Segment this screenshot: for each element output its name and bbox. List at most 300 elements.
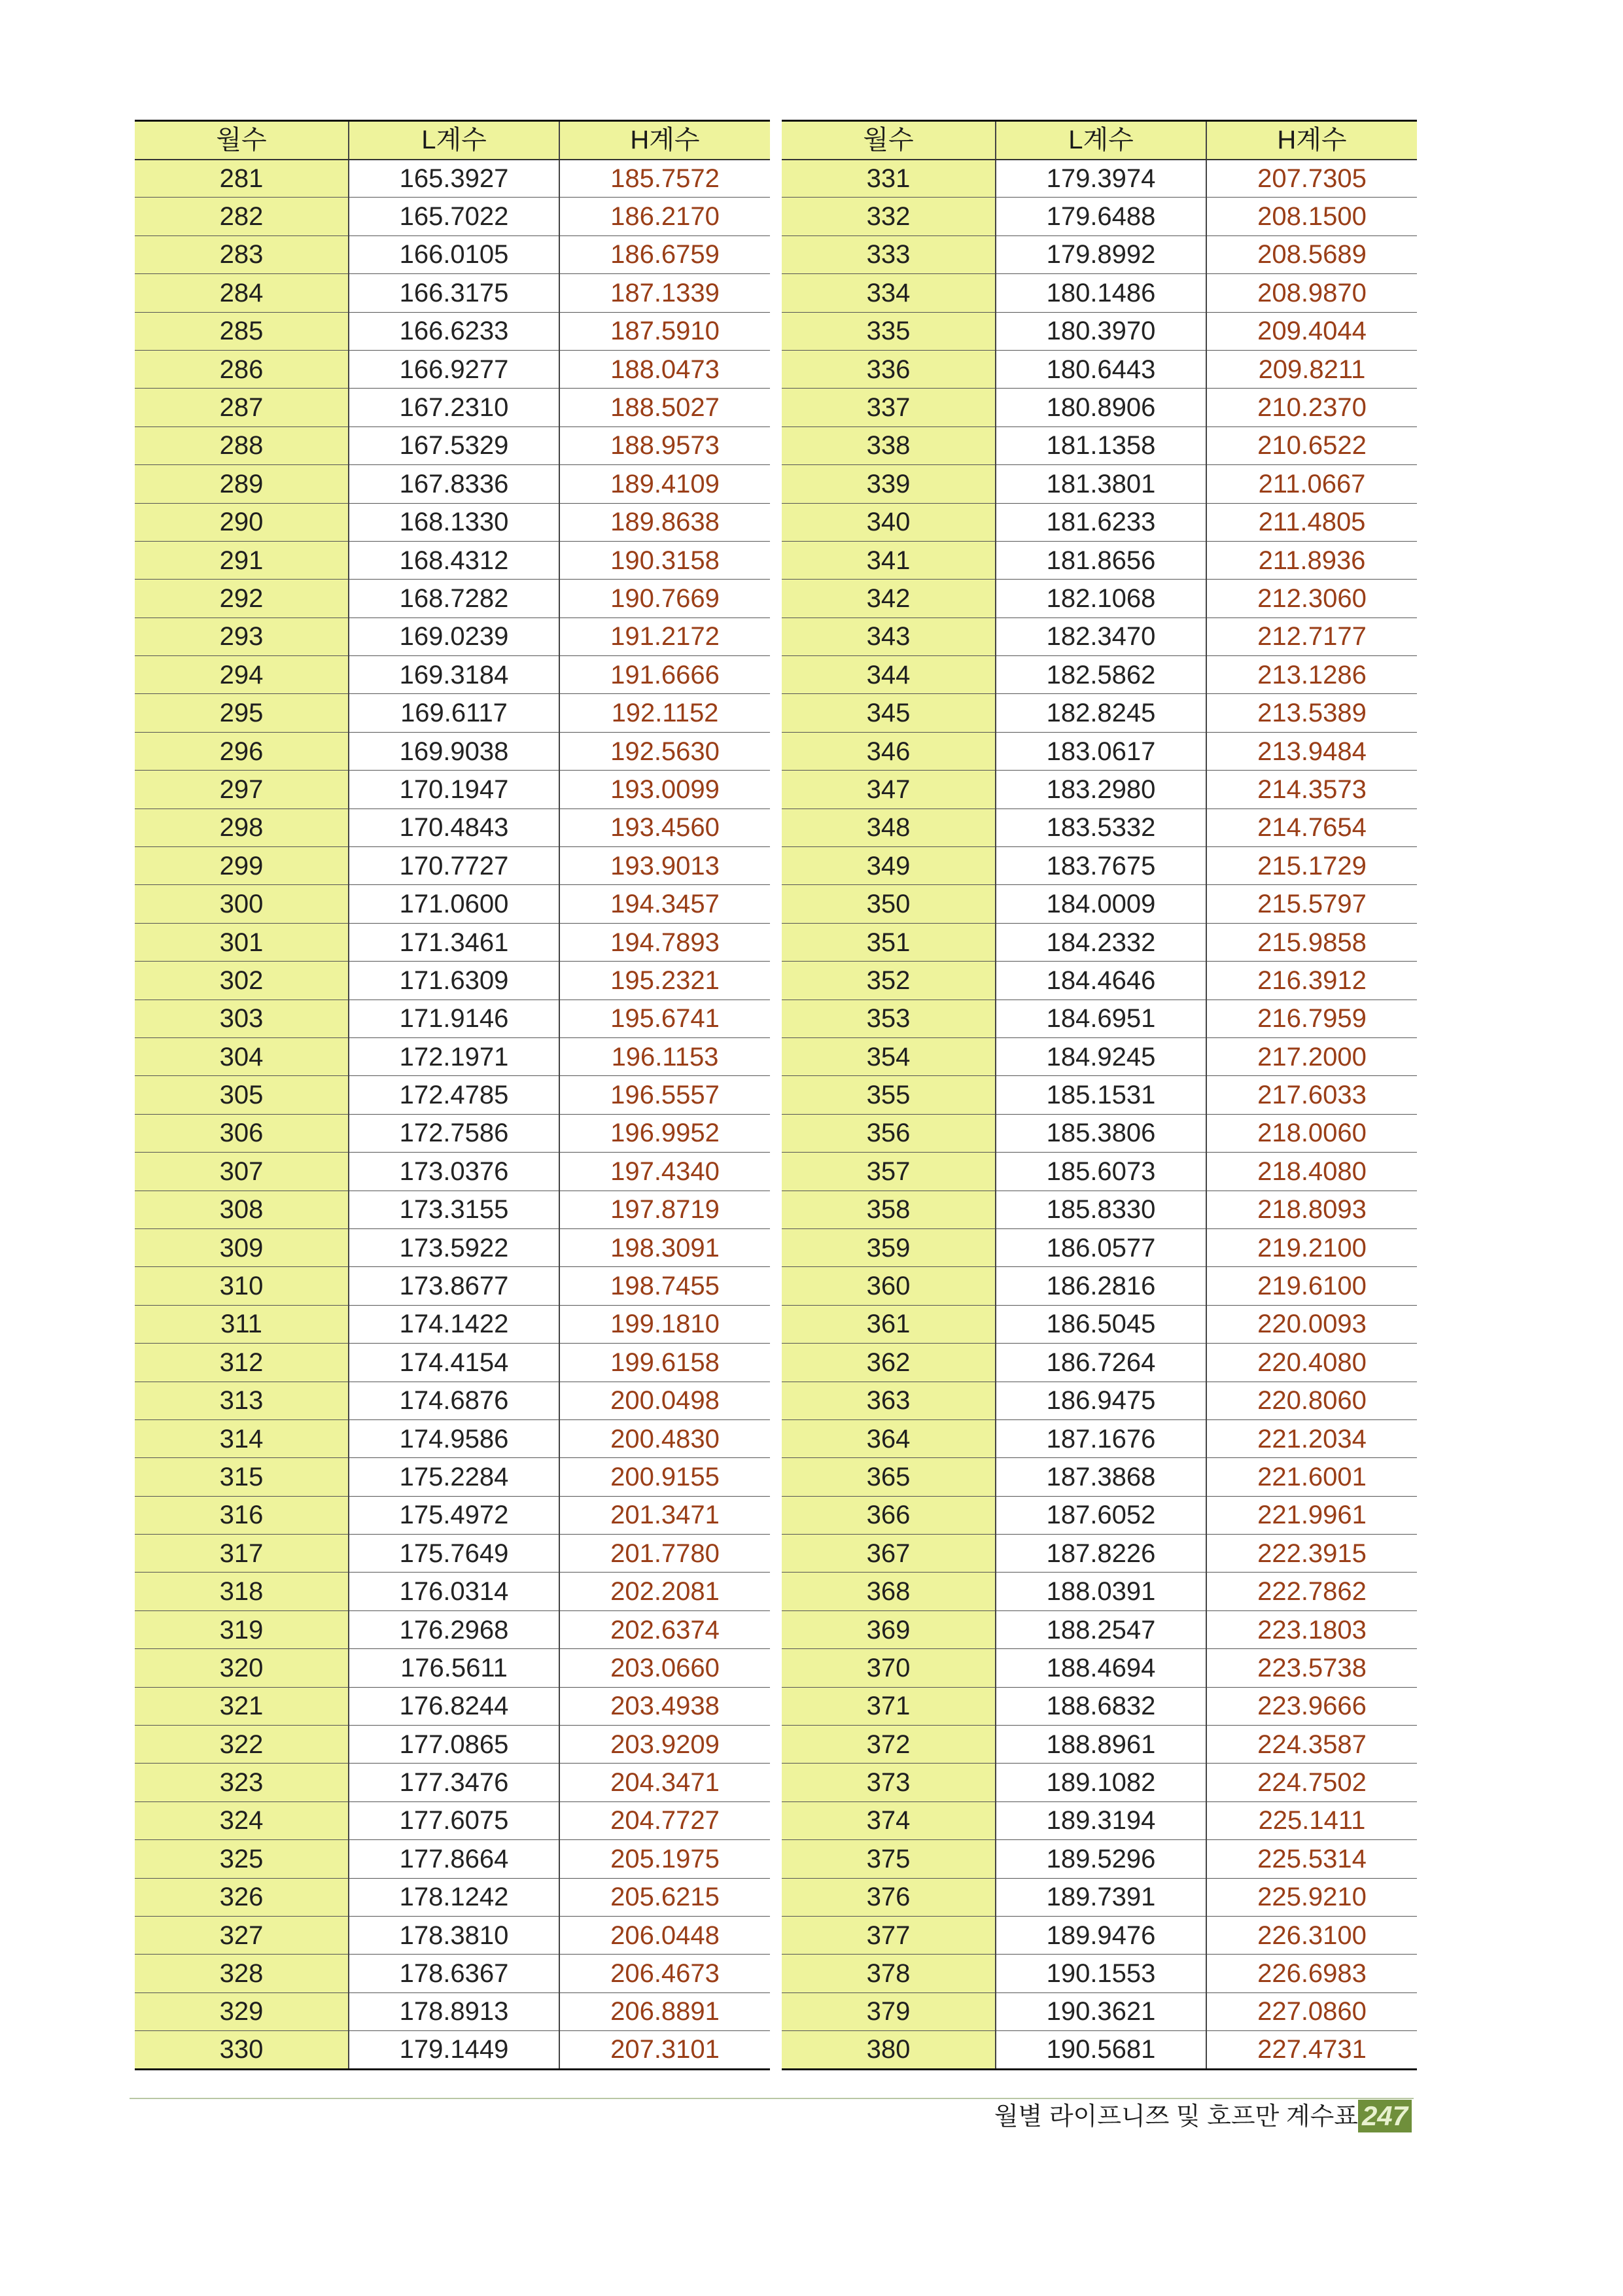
table-row (135, 771, 770, 809)
l-coefficient-cell: 181.8656 (996, 541, 1206, 579)
h-coefficient-cell: 199.6158 (559, 1344, 770, 1382)
h-coefficient-cell: 227.4731 (1206, 2031, 1417, 2069)
l-coefficient-cell: 174.6876 (349, 1382, 559, 1419)
table-row (135, 1726, 770, 1764)
column-header-month: 월수 (135, 121, 349, 160)
h-coefficient-cell: 194.7893 (559, 923, 770, 961)
l-coefficient-cell: 183.0617 (996, 732, 1206, 770)
table-row (782, 1955, 1417, 1992)
h-coefficient-cell: 189.8638 (559, 503, 770, 541)
table-row (135, 1344, 770, 1382)
l-coefficient-cell: 170.1947 (349, 771, 559, 809)
h-coefficient-cell: 203.4938 (559, 1687, 770, 1725)
table-row (782, 1687, 1417, 1725)
table-row (782, 465, 1417, 503)
h-coefficient-cell: 223.1803 (1206, 1610, 1417, 1648)
table-row (135, 1153, 770, 1191)
h-coefficient-cell: 191.2172 (559, 617, 770, 655)
l-coefficient-cell: 179.8992 (996, 235, 1206, 273)
month-cell: 359 (782, 1228, 996, 1266)
h-coefficient-cell: 200.9155 (559, 1458, 770, 1496)
month-cell: 377 (782, 1916, 996, 1954)
month-cell: 347 (782, 771, 996, 809)
l-coefficient-cell: 166.3175 (349, 274, 559, 312)
h-coefficient-cell: 225.1411 (1206, 1801, 1417, 1839)
column-header-l-coefficient: L계수 (349, 121, 559, 160)
table-row (135, 426, 770, 464)
month-cell: 313 (135, 1382, 349, 1419)
l-coefficient-cell: 169.0239 (349, 617, 559, 655)
month-cell: 346 (782, 732, 996, 770)
month-cell: 332 (782, 198, 996, 235)
l-coefficient-cell: 182.3470 (996, 617, 1206, 655)
h-coefficient-cell: 224.3587 (1206, 1726, 1417, 1764)
l-coefficient-cell: 170.4843 (349, 809, 559, 846)
l-coefficient-cell: 174.1422 (349, 1305, 559, 1343)
page-number: 247 (1358, 2100, 1412, 2132)
l-coefficient-cell: 184.4646 (996, 962, 1206, 1000)
h-coefficient-cell: 216.7959 (1206, 1000, 1417, 1037)
h-coefficient-cell: 191.6666 (559, 656, 770, 694)
month-cell: 281 (135, 160, 349, 198)
table-row (135, 885, 770, 923)
table-gap (770, 120, 782, 2072)
h-coefficient-cell: 196.9952 (559, 1114, 770, 1152)
h-coefficient-cell: 220.0093 (1206, 1305, 1417, 1343)
h-coefficient-cell: 218.0060 (1206, 1114, 1417, 1152)
table-row (135, 1878, 770, 1916)
l-coefficient-cell: 173.5922 (349, 1228, 559, 1266)
l-coefficient-cell: 184.2332 (996, 923, 1206, 961)
h-coefficient-cell: 208.1500 (1206, 198, 1417, 235)
table-row (782, 962, 1417, 1000)
l-coefficient-cell: 180.1486 (996, 274, 1206, 312)
month-cell: 321 (135, 1687, 349, 1725)
l-coefficient-cell: 188.2547 (996, 1610, 1206, 1648)
table-row (135, 1076, 770, 1114)
l-coefficient-cell: 186.5045 (996, 1305, 1206, 1343)
month-cell: 360 (782, 1267, 996, 1305)
table-row (135, 694, 770, 732)
table-row (782, 809, 1417, 846)
l-coefficient-cell: 168.1330 (349, 503, 559, 541)
l-coefficient-cell: 189.7391 (996, 1878, 1206, 1916)
table-row (782, 1382, 1417, 1419)
table-row (782, 1076, 1417, 1114)
h-coefficient-cell: 207.7305 (1206, 160, 1417, 198)
l-coefficient-cell: 166.6233 (349, 312, 559, 350)
l-coefficient-cell: 189.1082 (996, 1764, 1206, 1801)
month-cell: 365 (782, 1458, 996, 1496)
table-row (135, 1992, 770, 2030)
month-cell: 283 (135, 235, 349, 273)
table-row (782, 771, 1417, 809)
l-coefficient-cell: 173.0376 (349, 1153, 559, 1191)
table-row (782, 1153, 1417, 1191)
l-coefficient-cell: 186.9475 (996, 1382, 1206, 1419)
month-cell: 349 (782, 847, 996, 885)
table-row (135, 580, 770, 617)
table-row (782, 1535, 1417, 1573)
h-coefficient-cell: 219.2100 (1206, 1228, 1417, 1266)
l-coefficient-cell: 179.1449 (349, 2031, 559, 2069)
month-cell: 305 (135, 1076, 349, 1114)
month-cell: 309 (135, 1228, 349, 1266)
h-coefficient-cell: 210.2370 (1206, 389, 1417, 426)
table-row (135, 1649, 770, 1687)
h-coefficient-cell: 206.4673 (559, 1955, 770, 1992)
l-coefficient-cell: 180.6443 (996, 350, 1206, 388)
table-row (135, 160, 770, 198)
table-row (135, 1191, 770, 1228)
table-row (782, 426, 1417, 464)
h-coefficient-cell: 226.6983 (1206, 1955, 1417, 1992)
month-cell: 297 (135, 771, 349, 809)
month-cell: 311 (135, 1305, 349, 1343)
l-coefficient-cell: 166.9277 (349, 350, 559, 388)
h-coefficient-cell: 206.8891 (559, 1992, 770, 2030)
month-cell: 379 (782, 1992, 996, 2030)
month-cell: 344 (782, 656, 996, 694)
h-coefficient-cell: 209.8211 (1206, 350, 1417, 388)
table-row (782, 1228, 1417, 1266)
l-coefficient-cell: 170.7727 (349, 847, 559, 885)
l-coefficient-cell: 187.6052 (996, 1496, 1206, 1534)
h-coefficient-cell: 215.5797 (1206, 885, 1417, 923)
table-row (135, 1382, 770, 1419)
month-cell: 378 (782, 1955, 996, 1992)
month-cell: 290 (135, 503, 349, 541)
h-coefficient-cell: 211.4805 (1206, 503, 1417, 541)
month-cell: 324 (135, 1801, 349, 1839)
l-coefficient-cell: 185.8330 (996, 1191, 1206, 1228)
h-coefficient-cell: 221.6001 (1206, 1458, 1417, 1496)
l-coefficient-cell: 172.1971 (349, 1037, 559, 1075)
month-cell: 371 (782, 1687, 996, 1725)
table-row (135, 1000, 770, 1037)
coefficient-table-left (135, 120, 770, 2070)
l-coefficient-cell: 176.5611 (349, 1649, 559, 1687)
table-row (135, 1573, 770, 1610)
month-cell: 299 (135, 847, 349, 885)
table-row (135, 1610, 770, 1648)
table-header-row (135, 121, 770, 160)
l-coefficient-cell: 185.1531 (996, 1076, 1206, 1114)
table-row (782, 1496, 1417, 1534)
table-row (782, 885, 1417, 923)
l-coefficient-cell: 189.3194 (996, 1801, 1206, 1839)
table-row (135, 1419, 770, 1457)
h-coefficient-cell: 224.7502 (1206, 1764, 1417, 1801)
month-cell: 307 (135, 1153, 349, 1191)
h-coefficient-cell: 213.5389 (1206, 694, 1417, 732)
footer-title: 월별 라이프니쯔 및 호프만 계수표 (994, 2103, 1358, 2131)
h-coefficient-cell: 211.8936 (1206, 541, 1417, 579)
table-row (782, 656, 1417, 694)
month-cell: 314 (135, 1419, 349, 1457)
table-row (782, 1037, 1417, 1075)
table-row (135, 2031, 770, 2069)
h-coefficient-cell: 187.1339 (559, 274, 770, 312)
month-cell: 328 (135, 1955, 349, 1992)
l-coefficient-cell: 167.2310 (349, 389, 559, 426)
month-cell: 291 (135, 541, 349, 579)
l-coefficient-cell: 166.0105 (349, 235, 559, 273)
table-row (135, 350, 770, 388)
l-coefficient-cell: 183.5332 (996, 809, 1206, 846)
table-row (135, 1687, 770, 1725)
l-coefficient-cell: 179.6488 (996, 198, 1206, 235)
table-row (135, 732, 770, 770)
month-cell: 308 (135, 1191, 349, 1228)
month-cell: 362 (782, 1344, 996, 1382)
table-row (135, 198, 770, 235)
l-coefficient-cell: 185.3806 (996, 1114, 1206, 1152)
column-header-month: 월수 (782, 121, 996, 160)
month-cell: 286 (135, 350, 349, 388)
h-coefficient-cell: 209.4044 (1206, 312, 1417, 350)
month-cell: 343 (782, 617, 996, 655)
l-coefficient-cell: 171.0600 (349, 885, 559, 923)
h-coefficient-cell: 188.0473 (559, 350, 770, 388)
l-coefficient-cell: 188.8961 (996, 1726, 1206, 1764)
table-row (782, 617, 1417, 655)
h-coefficient-cell: 195.2321 (559, 962, 770, 1000)
table-row (782, 1458, 1417, 1496)
table-row (782, 694, 1417, 732)
month-cell: 298 (135, 809, 349, 846)
h-coefficient-cell: 200.4830 (559, 1419, 770, 1457)
l-coefficient-cell: 182.1068 (996, 580, 1206, 617)
table-row (782, 1419, 1417, 1457)
h-coefficient-cell: 221.9961 (1206, 1496, 1417, 1534)
h-coefficient-cell: 223.9666 (1206, 1687, 1417, 1725)
h-coefficient-cell: 186.6759 (559, 235, 770, 273)
h-coefficient-cell: 220.8060 (1206, 1382, 1417, 1419)
l-coefficient-cell: 180.3970 (996, 312, 1206, 350)
month-cell: 284 (135, 274, 349, 312)
table-row (135, 962, 770, 1000)
month-cell: 369 (782, 1610, 996, 1648)
h-coefficient-cell: 194.3457 (559, 885, 770, 923)
month-cell: 312 (135, 1344, 349, 1382)
h-coefficient-cell: 195.6741 (559, 1000, 770, 1037)
month-cell: 341 (782, 541, 996, 579)
l-coefficient-cell: 187.3868 (996, 1458, 1206, 1496)
month-cell: 354 (782, 1037, 996, 1075)
month-cell: 289 (135, 465, 349, 503)
l-coefficient-cell: 173.3155 (349, 1191, 559, 1228)
month-cell: 361 (782, 1305, 996, 1343)
month-cell: 375 (782, 1840, 996, 1878)
table-row (135, 1228, 770, 1266)
table-row (782, 1573, 1417, 1610)
l-coefficient-cell: 169.6117 (349, 694, 559, 732)
month-cell: 288 (135, 426, 349, 464)
month-cell: 363 (782, 1382, 996, 1419)
month-cell: 370 (782, 1649, 996, 1687)
l-coefficient-cell: 172.7586 (349, 1114, 559, 1152)
h-coefficient-cell: 190.3158 (559, 541, 770, 579)
l-coefficient-cell: 181.1358 (996, 426, 1206, 464)
h-coefficient-cell: 202.6374 (559, 1610, 770, 1648)
column-header-l-coefficient: L계수 (996, 121, 1206, 160)
month-cell: 323 (135, 1764, 349, 1801)
l-coefficient-cell: 171.9146 (349, 1000, 559, 1037)
h-coefficient-cell: 208.9870 (1206, 274, 1417, 312)
month-cell: 326 (135, 1878, 349, 1916)
h-coefficient-cell: 206.0448 (559, 1916, 770, 1954)
month-cell: 368 (782, 1573, 996, 1610)
table-row (782, 1267, 1417, 1305)
month-cell: 295 (135, 694, 349, 732)
h-coefficient-cell: 213.9484 (1206, 732, 1417, 770)
h-coefficient-cell: 186.2170 (559, 198, 770, 235)
month-cell: 317 (135, 1535, 349, 1573)
month-cell: 364 (782, 1419, 996, 1457)
h-coefficient-cell: 217.2000 (1206, 1037, 1417, 1075)
l-coefficient-cell: 178.8913 (349, 1992, 559, 2030)
h-coefficient-cell: 212.3060 (1206, 580, 1417, 617)
table-row (782, 1344, 1417, 1382)
month-cell: 329 (135, 1992, 349, 2030)
table-row (782, 1992, 1417, 2030)
table-row (782, 1726, 1417, 1764)
l-coefficient-cell: 165.3927 (349, 160, 559, 198)
l-coefficient-cell: 188.0391 (996, 1573, 1206, 1610)
month-cell: 325 (135, 1840, 349, 1878)
table-row (135, 1496, 770, 1534)
h-coefficient-cell: 221.2034 (1206, 1419, 1417, 1457)
h-coefficient-cell: 189.4109 (559, 465, 770, 503)
month-cell: 292 (135, 580, 349, 617)
l-coefficient-cell: 187.1676 (996, 1419, 1206, 1457)
month-cell: 376 (782, 1878, 996, 1916)
month-cell: 335 (782, 312, 996, 350)
table-row (135, 809, 770, 846)
month-cell: 304 (135, 1037, 349, 1075)
table-row (135, 847, 770, 885)
l-coefficient-cell: 181.6233 (996, 503, 1206, 541)
table-row (782, 198, 1417, 235)
l-coefficient-cell: 176.8244 (349, 1687, 559, 1725)
h-coefficient-cell: 204.7727 (559, 1801, 770, 1839)
h-coefficient-cell: 217.6033 (1206, 1076, 1417, 1114)
table-row (135, 1037, 770, 1075)
l-coefficient-cell: 167.5329 (349, 426, 559, 464)
h-coefficient-cell: 187.5910 (559, 312, 770, 350)
l-coefficient-cell: 176.2968 (349, 1610, 559, 1648)
month-cell: 338 (782, 426, 996, 464)
month-cell: 358 (782, 1191, 996, 1228)
table-row (135, 656, 770, 694)
table-row (782, 1764, 1417, 1801)
h-coefficient-cell: 225.5314 (1206, 1840, 1417, 1878)
table-row (135, 1801, 770, 1839)
table-row (135, 1458, 770, 1496)
table-row (135, 1267, 770, 1305)
month-cell: 320 (135, 1649, 349, 1687)
h-coefficient-cell: 188.5027 (559, 389, 770, 426)
l-coefficient-cell: 190.5681 (996, 2031, 1206, 2069)
h-coefficient-cell: 185.7572 (559, 160, 770, 198)
h-coefficient-cell: 203.0660 (559, 1649, 770, 1687)
h-coefficient-cell: 201.3471 (559, 1496, 770, 1534)
h-coefficient-cell: 207.3101 (559, 2031, 770, 2069)
month-cell: 355 (782, 1076, 996, 1114)
table-row (782, 389, 1417, 426)
month-cell: 301 (135, 923, 349, 961)
table-row (135, 1916, 770, 1954)
l-coefficient-cell: 167.8336 (349, 465, 559, 503)
l-coefficient-cell: 183.7675 (996, 847, 1206, 885)
table-row (782, 503, 1417, 541)
h-coefficient-cell: 196.5557 (559, 1076, 770, 1114)
month-cell: 348 (782, 809, 996, 846)
table-row (782, 1305, 1417, 1343)
table-row (135, 1114, 770, 1152)
h-coefficient-cell: 190.7669 (559, 580, 770, 617)
h-coefficient-cell: 188.9573 (559, 426, 770, 464)
l-coefficient-cell: 187.8226 (996, 1535, 1206, 1573)
table-row (782, 1000, 1417, 1037)
table-row (782, 1649, 1417, 1687)
h-coefficient-cell: 208.5689 (1206, 235, 1417, 273)
l-coefficient-cell: 169.9038 (349, 732, 559, 770)
l-coefficient-cell: 171.3461 (349, 923, 559, 961)
table-row (782, 312, 1417, 350)
month-cell: 293 (135, 617, 349, 655)
h-coefficient-cell: 212.7177 (1206, 617, 1417, 655)
month-cell: 337 (782, 389, 996, 426)
h-coefficient-cell: 193.9013 (559, 847, 770, 885)
month-cell: 300 (135, 885, 349, 923)
table-row (135, 617, 770, 655)
l-coefficient-cell: 174.4154 (349, 1344, 559, 1382)
h-coefficient-cell: 219.6100 (1206, 1267, 1417, 1305)
l-coefficient-cell: 178.1242 (349, 1878, 559, 1916)
month-cell: 373 (782, 1764, 996, 1801)
table-row (782, 1916, 1417, 1954)
month-cell: 356 (782, 1114, 996, 1152)
table-row (782, 541, 1417, 579)
table-row (782, 274, 1417, 312)
l-coefficient-cell: 180.8906 (996, 389, 1206, 426)
table-row (135, 503, 770, 541)
month-cell: 319 (135, 1610, 349, 1648)
month-cell: 294 (135, 656, 349, 694)
table-row (782, 1878, 1417, 1916)
table-row (782, 580, 1417, 617)
l-coefficient-cell: 178.6367 (349, 1955, 559, 1992)
h-coefficient-cell: 210.6522 (1206, 426, 1417, 464)
month-cell: 374 (782, 1801, 996, 1839)
table-row (135, 923, 770, 961)
l-coefficient-cell: 184.0009 (996, 885, 1206, 923)
table-row (782, 1114, 1417, 1152)
l-coefficient-cell: 171.6309 (349, 962, 559, 1000)
table-row (135, 1955, 770, 1992)
h-coefficient-cell: 218.4080 (1206, 1153, 1417, 1191)
month-cell: 330 (135, 2031, 349, 2069)
l-coefficient-cell: 173.8677 (349, 1267, 559, 1305)
month-cell: 350 (782, 885, 996, 923)
footer-divider (130, 2098, 1414, 2099)
h-coefficient-cell: 198.7455 (559, 1267, 770, 1305)
l-coefficient-cell: 181.3801 (996, 465, 1206, 503)
l-coefficient-cell: 179.3974 (996, 160, 1206, 198)
h-coefficient-cell: 215.1729 (1206, 847, 1417, 885)
